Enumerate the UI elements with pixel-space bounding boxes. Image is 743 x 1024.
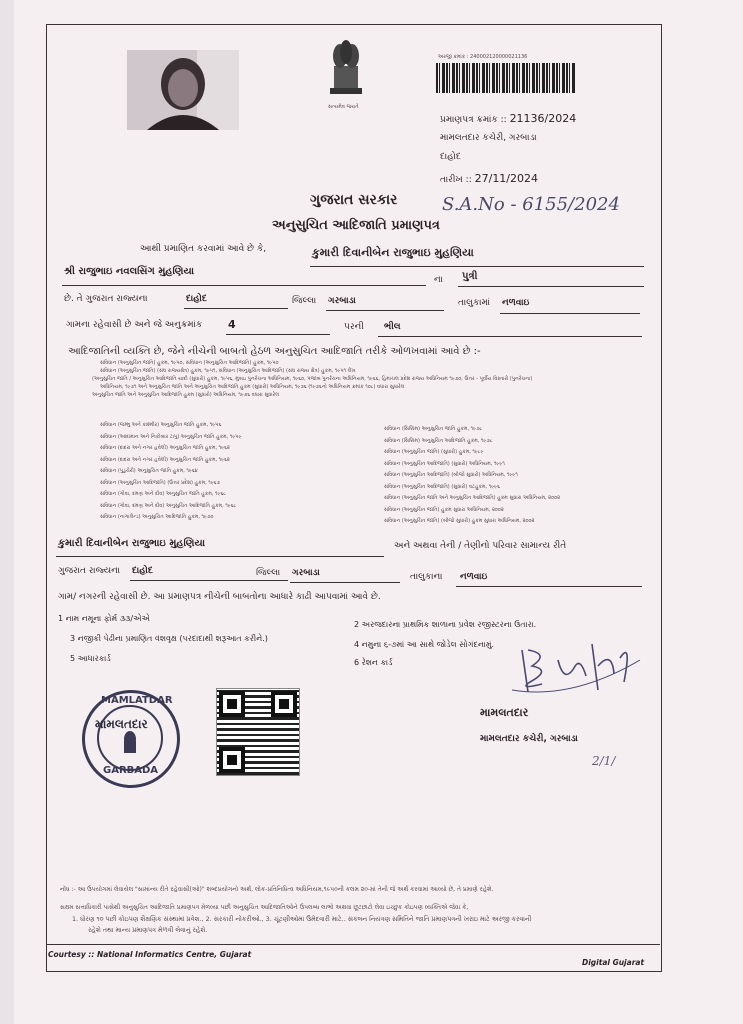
- barcode: [436, 63, 576, 93]
- order-line: સંવિધાન (અનુસુચિત જાતિ અને અનુસુચિત આદિજાતિ) હુકમ સુધારા અધિનિયમ, ૨૦૦૨: [384, 495, 561, 501]
- order-line: સંવિધાન (અનુસુચિત જાતિ) હુકમ, ૧૯૫૦, સંવિધાન (અનુસુચિત આદિજાતિ) હુકમ, ૧૯૫૦: [100, 360, 279, 366]
- national-emblem-icon: [320, 38, 372, 108]
- signature-image: [502, 630, 642, 702]
- order-line: સંવિધાન (સિક્કિમ) અનુસુચિત આદિજાતિ હુકમ, ૧૯૭૮: [384, 437, 493, 444]
- usage-list-1: 1. ધોરણ ૧૦ પછી કોઇપણ શૈક્ષણિક સંસ્થામાં પ્રવેશ., 2. સરકારી નોકરીઓ., 3. ચૂંટણીઓમાં ઉમેદવારી માટે.. સંકલન નિયંત્રણ સમિતિને જાતિ પ્રમાણપત્રની ખરાઇ માટે અરજી કરવાની: [72, 915, 532, 923]
- footer-digital-gujarat: Digital Gujarat: [582, 958, 645, 967]
- district-value: દાહોદ: [186, 294, 207, 304]
- father-name: શ્રી રાજુભાઇ નવલસિંગ મુહણિયા: [64, 266, 195, 277]
- order-line: સંવિધાન (ગોવા, દમણ અને દીવ) અનુસુચિત જાતિ હુકમ, ૧૯૬૮: [100, 491, 227, 497]
- state-label: છે. તે ગુજરાત રાજ્યના: [64, 294, 148, 304]
- order-line: સંવિધાન (ગોવા, દમણ અને દીવ) અનુસુચિત આદિજાતિ હુકમ, ૧૯૬૮: [100, 502, 237, 509]
- handwritten-reference: S.A.No - 6155/2024: [442, 194, 620, 215]
- certify-text: આથી પ્રમાણિત કરવામાં આવે છે કે,: [140, 244, 267, 254]
- qr-finder: [271, 691, 297, 717]
- rule: [56, 556, 384, 557]
- order-line: સંવિધાન (અનુસુચિત આદિજાતિ) (બીજો સુધારો) અધિનિયમ, ૧૯૯૧: [384, 472, 518, 478]
- rule: [184, 308, 288, 309]
- usage-text: સક્ષમ સત્તાધિકારી પાસેથી અનુસુચિત આદિજાતિ પ્રમાણપત્ર મેળવ્યા પછી અનુસુચિત આદિજાતિઓને ઉપલબ્ધ લાભો અથવા છૂટછાટો લેવા ઇચ્છુક કોઇપણ વ્યક્તિએ જેવા કે,: [60, 904, 469, 911]
- qr-finder: [219, 747, 245, 773]
- government-title: ગુજરાત સરકાર: [310, 192, 398, 208]
- tribe-value: ભીલ: [384, 322, 401, 332]
- resident-label: ગામના રહેવાસી છે અને જે અનુક્રમાંક: [66, 320, 203, 330]
- district-value-b: દાહોદ: [132, 566, 153, 576]
- official-seal: [82, 690, 180, 788]
- rule: [326, 310, 444, 311]
- certificate-number-label: પ્રમાણપત્ર ક્રમાંક: [440, 115, 498, 125]
- order-line: સંવિધાન (નાગાલેન્ડ) અનુસુચિત આદિજાતિ હુકમ, ૧૯૭૦: [100, 514, 214, 520]
- village-value: નળવાઇ: [502, 298, 530, 308]
- seal-bottom-text: GARBADA: [103, 765, 159, 776]
- footer-courtesy: Courtesy :: National Informatics Centre, Gujarat: [48, 950, 252, 959]
- date-label: તારીખ: [440, 175, 463, 185]
- seal-emblem-icon: [119, 731, 141, 759]
- order-line: સંવિધાન (આંદામાન અને નિકોબાર ટાપુ) અનુસુચિત જાતિ હુકમ, ૧૯૫૯: [100, 433, 242, 440]
- application-number: અરજી ક્રમાંક : 240002120000021136: [438, 54, 528, 60]
- district-label: જિલ્લા: [292, 296, 317, 306]
- rule: [456, 586, 642, 587]
- order-line: સંવિધાન (અનુસુચિત જાતિ) (સંઘ રાજ્યક્ષેત્ર) હુકમ, ૧૯૫૧, સંવિધાન (અનુસુચિત આદિજાતિ) (સંઘ રાજ્ય ક્ષેત્ર) હુકમ, ૧૯૫૧ લેખ: [100, 368, 356, 374]
- document-item: 2 અરજદારના પ્રાથમિક શાળાના પ્રવેશ રજીસ્ટરના ઉતારા.: [354, 620, 537, 629]
- document-item: 1 નામ નમૂના ફોર્મ ૩૩/એએ: [58, 614, 150, 623]
- rule: [62, 285, 426, 286]
- rule: [130, 580, 288, 581]
- order-line: સંવિધાન (સિક્કિમ) અનુસુચિત જાતિ હુકમ, ૧૯૭૮: [384, 426, 483, 432]
- applicant-photo-image: [127, 50, 239, 130]
- family-name: કુમારી દિવાનીબેન રાજુભાઇ મુહણિયા: [58, 538, 206, 549]
- document-item: 4 નમુના ૬-૭માં આ સાથે જોડેલ સોગંદનામું.: [354, 640, 495, 649]
- footer-divider: [46, 944, 660, 945]
- state-label-b: ગુજરાત રાજ્યના: [58, 566, 121, 576]
- office-line-2: દાહોદ: [440, 152, 461, 162]
- date-row: તારીખ :: 27/11/2024: [440, 172, 539, 185]
- usage-list-2: રહેશે તથા માન્ય પ્રમાણપત્ર મેળવી લેવાનું રહેશે.: [88, 926, 208, 934]
- relation-label: ના: [434, 275, 443, 285]
- serial-number: 4: [228, 318, 236, 331]
- order-line: સંવિધાન (અનુસુચિત જાતિ) હુકમ સુધારા અધિનિયમ, ૨૦૦૨: [384, 506, 504, 513]
- taluka-value-b: ગરબાડા: [292, 568, 320, 578]
- orders-left-list: [100, 420, 242, 524]
- orders-right-list: [384, 424, 560, 528]
- taluka-value: ગરબાડા: [328, 296, 356, 306]
- qr-code: [216, 688, 300, 776]
- seal-top-text: MAMLATDAR: [101, 695, 173, 706]
- signatory-title: મામલતદાર: [480, 706, 529, 719]
- rule: [290, 582, 400, 583]
- taluka-label-b: તાલુકાના: [410, 572, 443, 582]
- order-line: (અનુસુચિત જાતિ / અનુસુચિત આદિજાતિ યાદી (સુધારો) હુકમ, ૧૯૫૬, મુંબઇ પુનર્રચના અધિનિયમ, ૧૯૬૦, પંજાબ પુનર્રચના અધિનિયમ, ૧૯૬૬, હિમાચલ પ્રદેશ રાજ્ય અધિનિયમ ૧૯૭૦, ઉત્તર - પૂર્વીય વિસ્તારો (પુનર્રચના): [92, 376, 533, 382]
- rule: [500, 313, 640, 314]
- family-text: અને અથવા તેની / તેણીનો પરિવાર સામાન્ય રીતે: [394, 541, 567, 551]
- qr-finder: [219, 691, 245, 717]
- order-line: સંવિધાન (દાદરા અને નગર હવેલી) અનુસુચિત જાતિ હુકમ, ૧૯૬૨: [100, 456, 230, 463]
- emblem-motto: સત્યમેવ જયતે: [328, 104, 359, 110]
- certificate-title: અનુસુચિત આદિજાતિ પ્રમાણપત્ર: [272, 218, 440, 233]
- district-label-b: જિલ્લા: [256, 568, 281, 578]
- document-item: 3 નજીકી પેઢીના પ્રમાણિત વંશવૃક્ષ (પરદાદાથી શરૂઆત કરીને.): [70, 634, 268, 643]
- rule: [378, 336, 642, 337]
- order-line: સંવિધાન (દાદરા અને નગર હવેલી) અનુસુચિત જાતિ હુકમ, ૧૯૬૨: [100, 445, 230, 451]
- applicant-name: કુમારી દિવાનીબેન રાજુભાઇ મુહણિયા: [312, 246, 474, 259]
- rule: [310, 266, 644, 267]
- certificate-date: 27/11/2024: [474, 172, 539, 185]
- office-line-1: મામલતદાર કચેરી, ગરબાડા: [440, 133, 537, 143]
- handwritten-mark: 2/1/: [592, 754, 616, 768]
- order-line: સંવિધાન (પુડુચેરી) અનુસુચિત જાતિ હુકમ, ૧૯૬૪: [100, 468, 198, 474]
- rule: [458, 286, 644, 287]
- rule: [226, 334, 330, 335]
- applicant-photo: [127, 50, 239, 130]
- order-line: સંવિધાન (અનુસુચિત જાતિ) (સુધારો) હુકમ, ૧૯૮૯: [384, 449, 484, 455]
- order-line: અનુસુચિત જાતિ અને અનુસુચિત આદિજાતિ હુકમ (સુધારો) અધિનિયમ, ૧૯૭૬ વધારા સુધારેલ: [92, 392, 279, 398]
- taluka-label: તાલુકામાં: [458, 298, 491, 308]
- order-line: અધિનિયમ, ૧૯૭૧ અને અનુસુચિત જાતિ અને અનુસુચિત આદિજાતિ હુકમ (સુધારો) અધિનિયમ, ૧૯૭૬ (૧૯૭૬નો અધિનિયમ ક્રમાંક ૧૦૮) વધારા સુધારેલ: [100, 384, 405, 390]
- signatory-office: મામલતદાર કચેરી, ગરબાડા: [480, 734, 578, 744]
- certificate-number: 21136/2024: [509, 112, 577, 125]
- document-item: 6 રેશન કાર્ડ: [354, 658, 393, 667]
- orders-top-list: [92, 360, 533, 398]
- order-line: સંવિધાન (અનુસુચિત આદિજાતિ) (સુધારો) અધિનિયમ, ૧૯૯૧: [384, 460, 505, 467]
- basis-text: ગામ/ નગરની રહેવાસી છે. આ પ્રમાણપત્ર નીચેની બાબતોના આધારે કાઢી આપવામાં આવે છે.: [58, 592, 381, 602]
- tribe-statement: આદિજાતિની વ્યક્તિ છે, જેને નીચેની બાબતો હેઠળ અનુસુચિત આદિજાતિ તરીકે ઓળખવામાં આવે છે :-: [68, 346, 481, 357]
- village-value-b: નળવાઇ: [460, 572, 488, 582]
- order-line: સંવિધાન (અનુસુચિત આદિજાતિ) (ઉત્તર પ્રદેશ) હુકમ, ૧૯૬૭: [100, 479, 220, 486]
- seal-overprint: મામલતદાર: [95, 717, 148, 731]
- order-line: સંવિધાન (અનુસુચિત જાતિ) (બીજો સુધારો) હુકમ સુધારા અધિનિયમ, ૨૦૦૨: [384, 518, 535, 524]
- order-line: સંવિધાન (અનુસુચિત આદિજાતિ) (સુધારો) વટહુકમ, ૧૯૯૬: [384, 483, 500, 490]
- order-line: સંવિધાન (જમ્મુ અને કાશ્મીર) અનુસુચિત જાતિ હુકમ, ૧૯૫૬: [100, 422, 222, 428]
- note-text: નોંધ :- આ ઉપયોગમાં લેવાયેલ "સામાન્ય રીતે રહેવાસી(ઓ)" શબ્દપ્રયોગનો અર્થ, લોક-પ્રતિનિધિત્વ અધિનિયમ,૧૯૫૦ની કલમ ૨૦-માં તેની જે અર્થ કરવામાં આવ્યો છે, તે પ્રમાણે રહેશે.: [60, 886, 494, 893]
- document-item: 5 આધારકાર્ડ: [70, 654, 111, 663]
- tribe-label: પરની: [344, 322, 364, 332]
- certificate-number-row: પ્રમાણપત્ર ક્રમાંક :: 21136/2024: [440, 112, 577, 125]
- relation-value: પુત્રી: [462, 271, 478, 282]
